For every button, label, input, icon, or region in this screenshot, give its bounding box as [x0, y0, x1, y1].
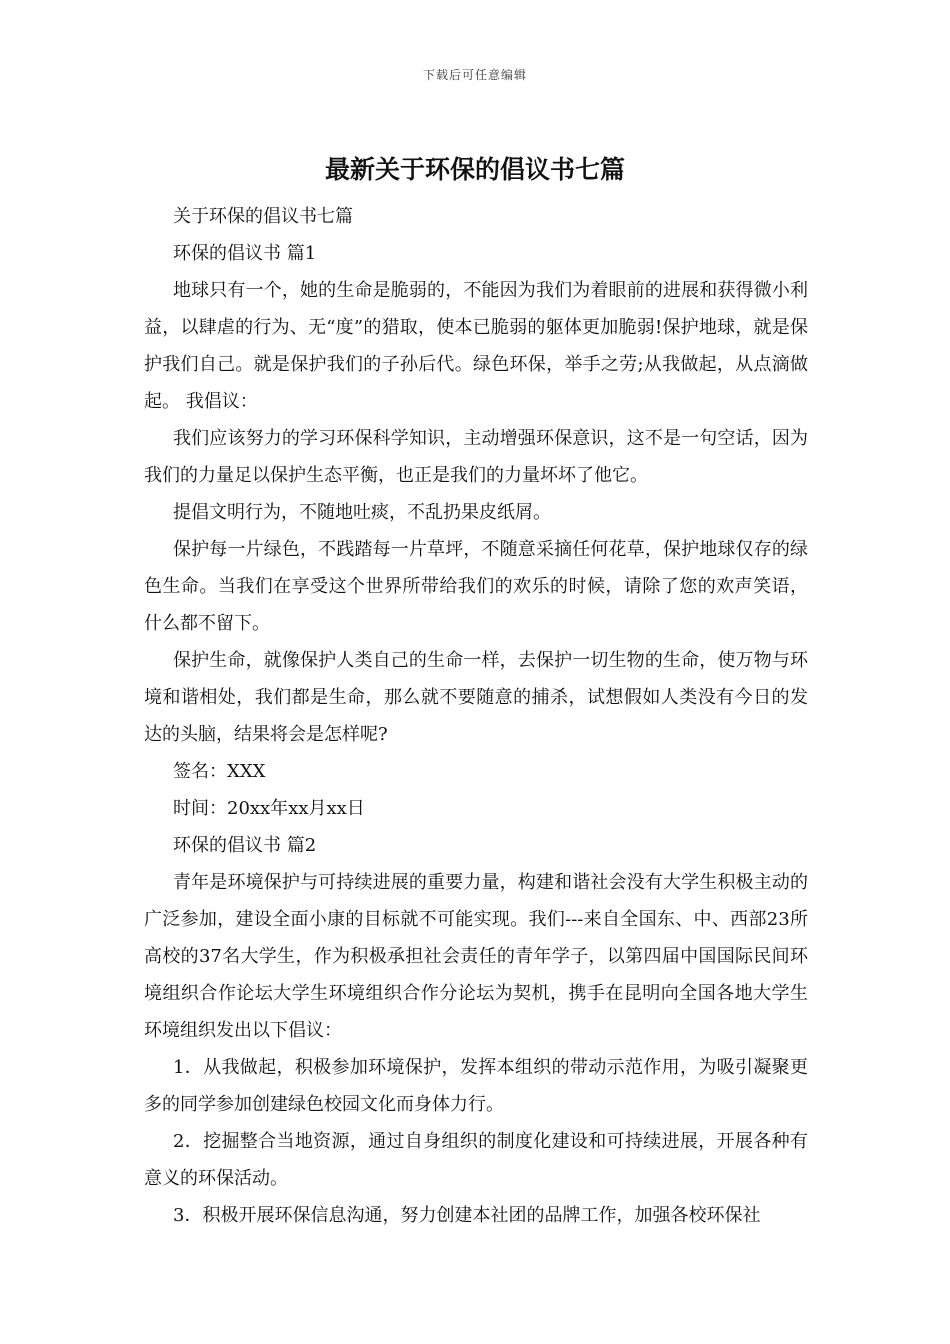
paragraph: 保护每一片绿色，不践踏每一片草坪，不随意采摘任何花草，保护地球仅存的绿色生命。当我们在享受这个世界所带给我们的欢乐的时候，请除了您的欢声笑语，什么都不留下。 [144, 539, 808, 634]
document-body [144, 198, 808, 1234]
paragraph: 提倡文明行为，不随地吐痰，不乱扔果皮纸屑。 [173, 502, 551, 523]
list-item: 2．挖掘整合当地资源，通过自身组织的制度化建设和可持续进展，开展各种有意义的环保活动。 [144, 1131, 808, 1189]
paragraph: 地球只有一个，她的生命是脆弱的，不能因为我们为着眼前的进展和获得微小利益，以肆虐的行为、无“度”的猎取，使本已脆弱的躯体更加脆弱!保护地球，就是保护我们自己。就是保护我们的子孙后代。绿色环保，举手之劳;从我做起，从点滴做起。 我倡议： [144, 280, 808, 412]
list-item: 3．积极开展环保信息沟通，努力创建本社团的品牌工作，加强各校环保社 [173, 1205, 761, 1226]
list-item: 1．从我做起，积极参加环境保护，发挥本组织的带动示范作用，为吸引凝聚更多的同学参加创建绿色校园文化而身体力行。 [144, 1057, 808, 1115]
signature-line: 签名：XXX [173, 761, 266, 782]
document-title: 最新关于环保的倡议书七篇 [324, 155, 625, 184]
paragraph-section-heading-1: 环保的倡议书 篇1 [173, 243, 317, 264]
date-line: 时间：20xx年xx月xx日 [173, 798, 365, 819]
paragraph-subtitle: 关于环保的倡议书七篇 [173, 206, 353, 227]
paragraph: 青年是环境保护与可持续进展的重要力量，构建和谐社会没有大学生积极主动的广泛参加，建设全面小康的目标就不可能实现。我们---来自全国东、中、西部23所高校的37名大学生，作为积极承担社会责任的青年学子，以第四届中国国际民间环境组织合作论坛大学生环境组织合作分论坛为契机，携手在昆明向全国各地大学生环境组织发出以下倡议： [144, 872, 808, 1041]
paragraph: 保护生命，就像保护人类自己的生命一样，去保护一切生物的生命，使万物与环境和谐相处，我们都是生命，那么就不要随意的捕杀，试想假如人类没有今日的发达的头脑，结果将会是怎样呢? [144, 650, 808, 745]
paragraph-section-heading-2: 环保的倡议书 篇2 [173, 835, 317, 856]
header-note: 下载后可任意编辑 [422, 68, 527, 82]
paragraph: 我们应该努力的学习环保科学知识，主动增强环保意识，这不是一句空话，因为我们的力量足以保护生态平衡，也正是我们的力量坏坏了他它。 [144, 428, 808, 486]
